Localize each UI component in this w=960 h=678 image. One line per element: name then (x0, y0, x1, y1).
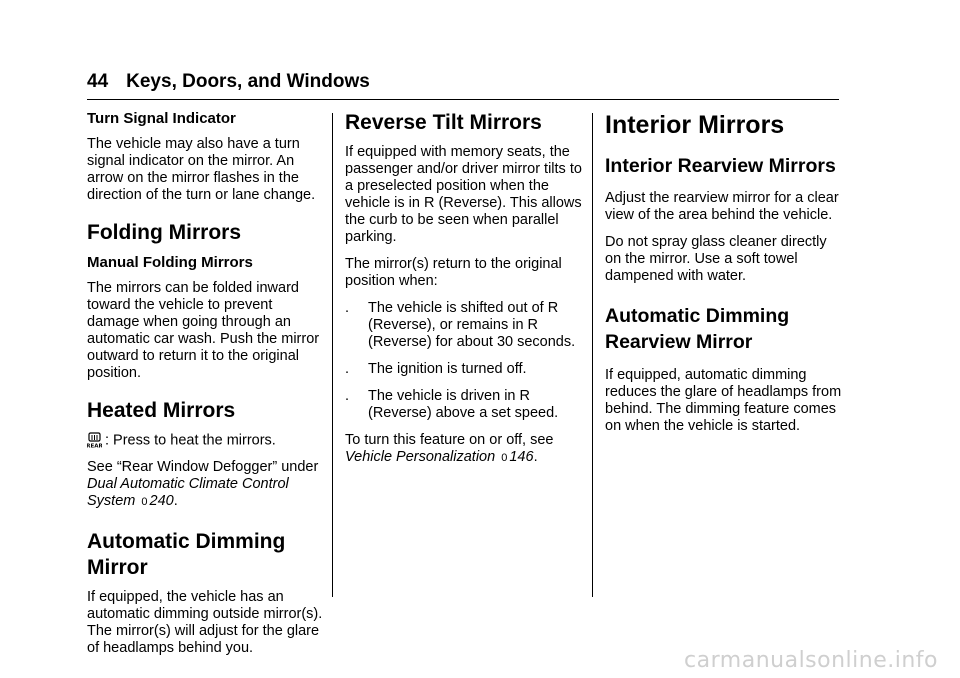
bullet: . (345, 388, 350, 404)
page-number: 44 (87, 71, 109, 92)
personalization-page-ref[interactable]: 146 (509, 449, 534, 465)
see-text: To turn this feature on or off, see (345, 432, 554, 448)
period: . (533, 449, 538, 465)
page-ref-arrow-icon: 0 (141, 496, 148, 509)
reverse-tilt-para2: The mirror(s) return to the original position when: (345, 256, 562, 289)
heated-mirrors-heading: Heated Mirrors (87, 399, 236, 422)
list-item-text: The vehicle is driven in R (Reverse) above a set speed. (368, 388, 559, 421)
rearview-para1: Adjust the rearview mirror for a clear view of the area behind the vehicle. (605, 190, 839, 223)
turn-signal-text: The vehicle may also have a turn signal indicator on the mirror. An arrow on the mirror flashes in the direction of the turn or lane change. (87, 136, 316, 203)
column-divider-1 (332, 113, 333, 597)
watermark: carmanualsonline.info (684, 648, 938, 673)
auto-dimming-mirror-heading: Automatic Dimming Mirror (87, 530, 286, 580)
list-item-text: The vehicle is shifted out of R (Reverse), or remains in R (Reverse) for about 30 seconds. (368, 300, 576, 350)
rearview-para2: Do not spray glass cleaner directly on the mirror. Use a soft towel dampened with water. (605, 234, 827, 284)
list-item (345, 300, 585, 351)
list-item (345, 361, 585, 378)
column-divider-2 (592, 113, 593, 597)
rear-defog-icon (87, 432, 102, 449)
auto-dimming-rearview-text: If equipped, automatic dimming reduces the glare of headlamps from behind. The dimming feature comes on when the vehicle is started. (605, 367, 842, 434)
climate-control-link[interactable]: Dual Automatic Climate Control System (87, 476, 289, 510)
folding-mirrors-heading: Folding Mirrors (87, 221, 241, 244)
reverse-tilt-para1: If equipped with memory seats, the passenger and/or driver mirror tilts to a preselected position when the vehicle is in R (Reverse). This allows the curb to be seen when parallel parking. (345, 144, 582, 245)
see-text: See “Rear Window Defogger” under (87, 459, 319, 476)
column-2 (345, 110, 585, 477)
chapter-title: Keys, Doors, and Windows (126, 71, 370, 92)
auto-dimming-rearview-heading: Automatic Dimming Rearview Mirror (605, 305, 790, 353)
climate-page-ref[interactable]: 240 (149, 493, 174, 510)
page-header (87, 70, 839, 94)
reverse-tilt-para3 (345, 432, 585, 467)
manual-folding-heading: Manual Folding Mirrors (87, 254, 253, 271)
interior-mirrors-heading: Interior Mirrors (605, 111, 785, 139)
page-ref-arrow-icon: 0 (501, 452, 508, 464)
bullet: . (345, 361, 350, 377)
turn-signal-heading: Turn Signal Indicator (87, 110, 236, 127)
period: . (173, 493, 178, 510)
list-item-text: The ignition is turned off. (368, 361, 527, 377)
folding-text: The mirrors can be folded inward toward the vehicle to prevent damage when going through an automatic car wash. Push the mirror outward to return it to the original position. (87, 280, 320, 381)
heated-mirrors-text (87, 432, 327, 449)
auto-dimming-mirror-text: If equipped, the vehicle has an automatic dimming outside mirror(s). The mirror(s) will adjust for the glare of headlamps behind you. (87, 589, 323, 657)
svg-text:REAR: REAR (87, 443, 102, 449)
reverse-tilt-list (345, 300, 585, 422)
header-rule (87, 99, 839, 100)
column-1 (87, 110, 327, 667)
interior-rearview-heading: Interior Rearview Mirrors (605, 155, 836, 177)
vehicle-personalization-link[interactable]: Vehicle Personalization (345, 449, 496, 465)
heated-see-reference (87, 459, 327, 511)
column-3 (605, 110, 845, 445)
list-item (345, 388, 585, 422)
heated-mirrors-instruction: : Press to heat the mirrors. (105, 432, 276, 449)
reverse-tilt-heading: Reverse Tilt Mirrors (345, 111, 542, 134)
bullet: . (345, 300, 350, 316)
